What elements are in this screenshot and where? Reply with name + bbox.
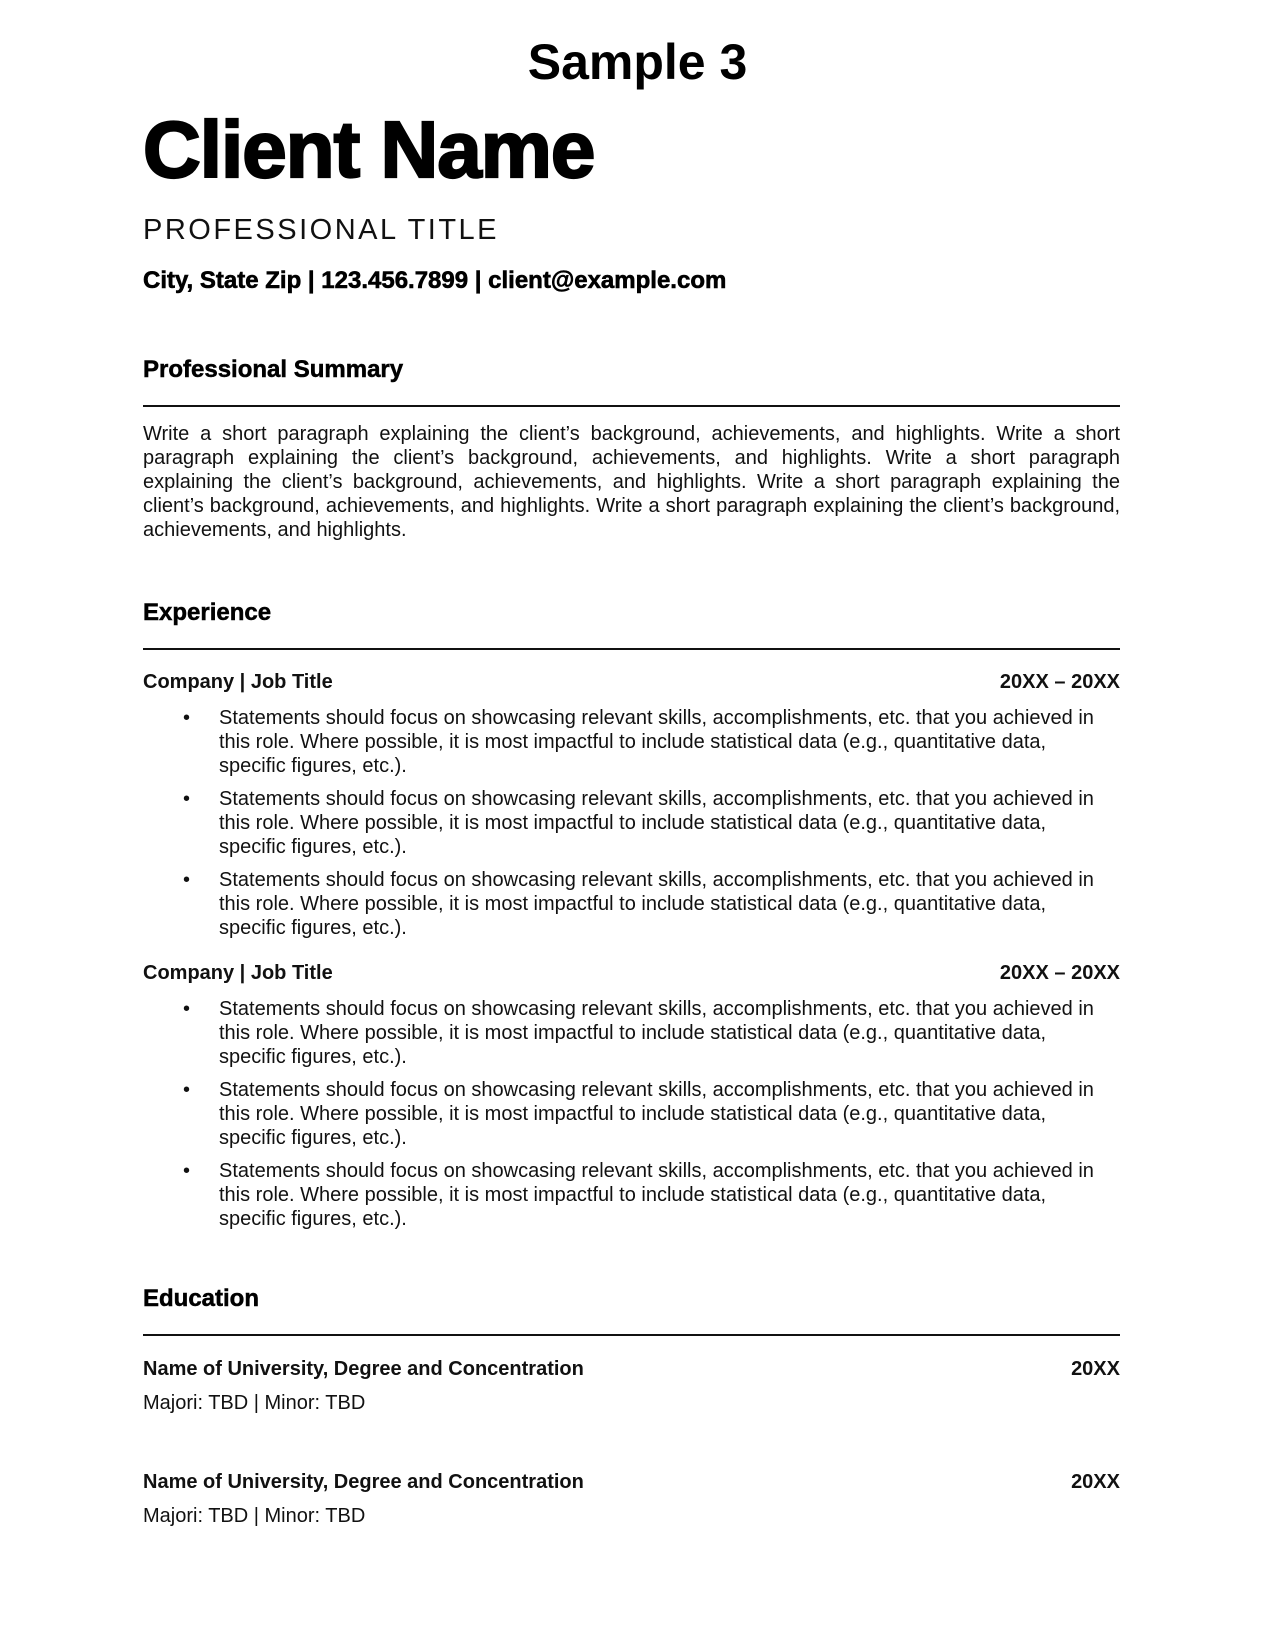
experience-heading: Experience [143, 599, 272, 626]
education-2-details: Majori: TBD | Minor: TBD [143, 1505, 366, 1527]
job-1-title: Company | Job Title [143, 671, 333, 693]
education-1-details: Majori: TBD | Minor: TBD [143, 1392, 366, 1414]
bullet-icon: • [183, 869, 191, 891]
list-item: • Statements should focus on showcasing relevant skills, accomplishments, etc. that you achieved in this role. Where possible, it is most impactful to include statistical data (e.g., quantitative data, specific figures, etc.). [183, 707, 1094, 777]
summary-paragraph: Write a short paragraph explaining the client’s background, achievements, and highlights. Write a short paragraph explaining the client’s background, achievements, and highlights. Write a short paragraph explaining the client’s background, achievements, and highlights. Write a short paragraph explaining the client’s background, achievements, and highlights. Write a short paragraph explaining the client’s background, achievements, and highlights. [143, 423, 1120, 541]
bullet-icon: • [183, 1079, 191, 1101]
list-item: • Statements should focus on showcasing relevant skills, accomplishments, etc. that you achieved in this role. Where possible, it is most impactful to include statistical data (e.g., quantitative data, specific figures, etc.). [183, 869, 1094, 939]
list-item: • Statements should focus on showcasing relevant skills, accomplishments, etc. that you achieved in this role. Where possible, it is most impactful to include statistical data (e.g., quantitative data, specific figures, etc.). [183, 1079, 1094, 1149]
job-1-dates: 20XX – 20XX [999, 671, 1120, 693]
bullet-icon: • [183, 707, 191, 729]
bullet-icon: • [183, 1160, 191, 1182]
job-2-title: Company | Job Title [143, 962, 333, 984]
education-2-header [143, 1470, 1120, 1494]
job-1-header [143, 670, 1120, 694]
experience-divider [143, 648, 1120, 650]
client-name: Client Name [143, 105, 595, 194]
professional-title: PROFESSIONAL TITLE [143, 214, 500, 246]
job-2-dates: 20XX – 20XX [999, 962, 1120, 984]
bullet-icon: • [183, 998, 191, 1020]
education-1-year: 20XX [1071, 1358, 1120, 1380]
list-item: • Statements should focus on showcasing relevant skills, accomplishments, etc. that you achieved in this role. Where possible, it is most impactful to include statistical data (e.g., quantitative data, specific figures, etc.). [183, 1160, 1094, 1230]
education-2-school: Name of University, Degree and Concentration [143, 1471, 584, 1493]
contact-line: City, State Zip | 123.456.7899 | client@example.com [143, 267, 727, 294]
summary-heading: Professional Summary [143, 356, 404, 383]
list-item: • Statements should focus on showcasing relevant skills, accomplishments, etc. that you achieved in this role. Where possible, it is most impactful to include statistical data (e.g., quantitative data, specific figures, etc.). [183, 788, 1094, 858]
job-2-header [143, 961, 1120, 985]
education-divider [143, 1334, 1120, 1336]
job-1-bullets [143, 706, 1120, 949]
education-heading: Education [143, 1285, 260, 1312]
education-1-school: Name of University, Degree and Concentration [143, 1358, 584, 1380]
bullet-icon: • [183, 788, 191, 810]
job-2-bullets [143, 997, 1120, 1240]
education-2-year: 20XX [1071, 1471, 1120, 1493]
list-item: • Statements should focus on showcasing relevant skills, accomplishments, etc. that you achieved in this role. Where possible, it is most impactful to include statistical data (e.g., quantitative data, specific figures, etc.). [183, 998, 1094, 1068]
summary-divider [143, 405, 1120, 407]
sample-title: Sample 3 [527, 34, 748, 90]
education-1-header [143, 1357, 1120, 1381]
